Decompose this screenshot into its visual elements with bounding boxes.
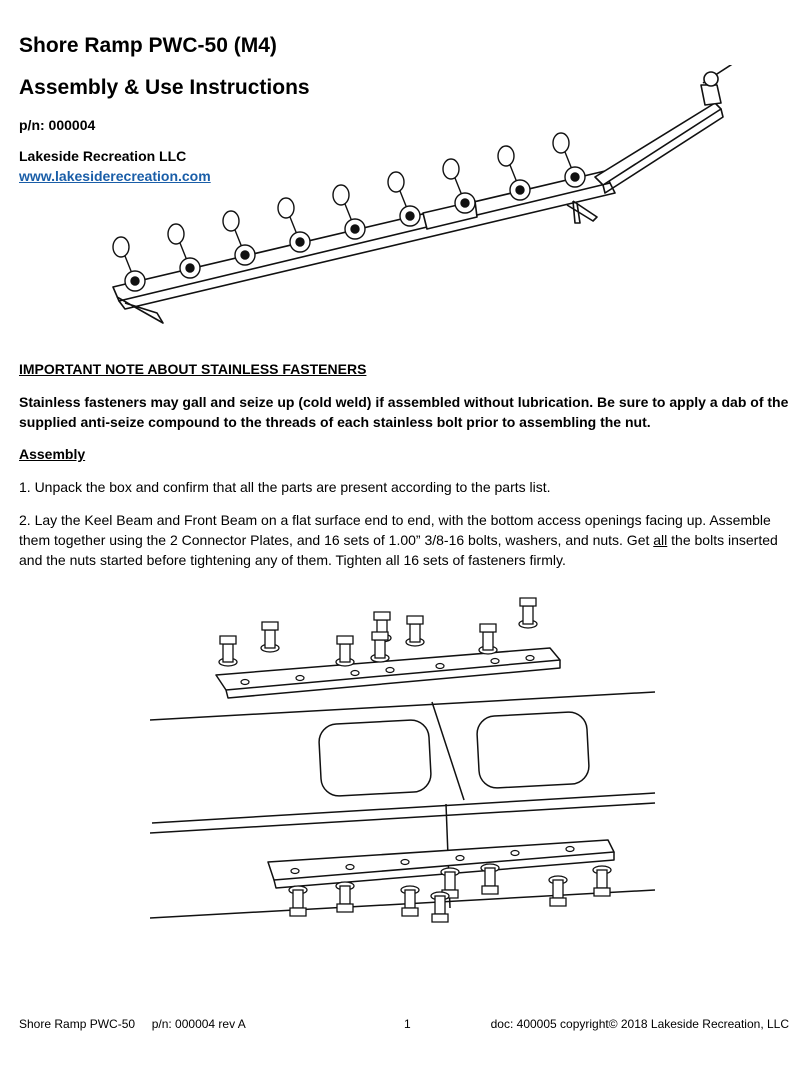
footer-doc-info: Shore Ramp PWC-50 p/n: 000004 rev A [19,1017,246,1031]
bolt [336,882,354,912]
connector-plate-illustration [150,590,660,935]
page-title: Shore Ramp PWC-50 (M4) [19,34,277,57]
website-link[interactable]: www.lakesiderecreation.com [19,168,211,184]
assembly-heading: Assembly [19,446,86,462]
step-2-text-a: 2. Lay the Keel Beam and Front Beam on a flat surface end to end, with the bottom access openings facing up. Assemble them together using the 2 Connector Plates, and 16 sets of 1.00” 3/8-16 bolts, washers, and nuts. Get [19,512,771,548]
bolt [336,636,354,666]
bolt [549,876,567,906]
part-number: p/n: 000004 [19,117,96,133]
bolt [401,886,419,916]
bolt [371,632,389,662]
bolt [481,864,499,894]
roller [443,159,475,213]
roller [168,224,200,278]
bolt [593,866,611,896]
roller [113,237,145,291]
page-subtitle: Assembly & Use Instructions [19,76,310,99]
ramp-rollers [113,133,585,291]
assembly-step-1: 1. Unpack the box and confirm that all the parts are present according to the parts list. [19,479,551,495]
company-name: Lakeside Recreation LLC [19,148,187,164]
roller [388,172,420,226]
note-heading: IMPORTANT NOTE ABOUT STAINLESS FASTENERS [19,361,367,377]
bolt [479,624,497,654]
roller [223,211,255,265]
note-body: Stainless fasteners may gall and seize up (cold weld) if assembled without lubrication. Be sure to apply a dab of the supplied anti-seize compound to the threads of each stainless bolt prior to assembling the nut. [19,394,789,430]
bolt [261,622,279,652]
bolt [431,892,449,922]
roller [498,146,530,200]
bolt [289,886,307,916]
roller [333,185,365,239]
roller [553,133,585,187]
ramp-illustration [105,65,745,330]
bolt [519,598,537,628]
roller [278,198,310,252]
assembly-step-2 [19,510,794,570]
footer-page-number: 1 [404,1017,411,1031]
footer-copyright: doc: 400005 copyright© 2018 Lakeside Recreation, LLC [490,1017,789,1031]
step-2-emphasis: all [653,532,668,548]
step-2-text-b: the bolts inserted and the nuts started before tightening any of them. Tighten all 16 sets of fasteners firmly. [19,532,778,568]
bolt [219,636,237,666]
bolt [406,616,424,646]
